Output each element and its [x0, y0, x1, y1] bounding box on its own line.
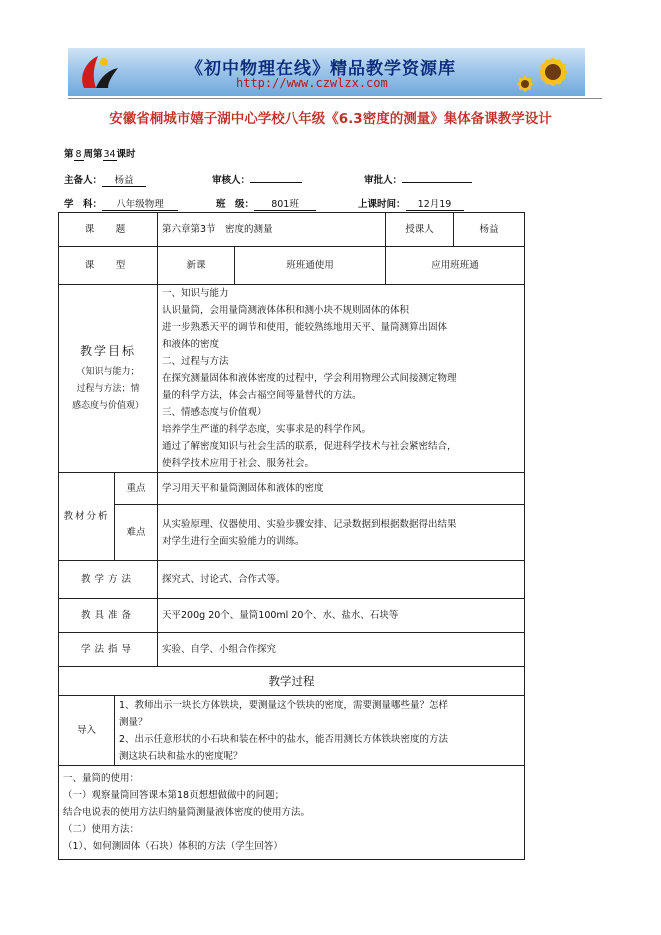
difficulty-label: 难点	[115, 505, 158, 561]
key-point-row	[59, 473, 525, 505]
objectives-content: 一、知识与能力 认识量筒，会用量筒测液体体积和测小块不规则固体的体积 进一步熟悉天平的调节和使用，能较熟练地用天平、量筒测算出固体 和液体的密度 二、过程与方法 在探究测量固体和液体密度的过程中，学会利用物理公式间接测定物理 量的科学方法，体会古福空间等量替代的方法。 三、情感态度与价值观） 培养学生严谨的科学态度，实事求是的科学作风。 通过了解密度知识与社会生活的联系，促进科学技术与社会紧密结合， 使科学技术应用于社会、服务社会。	[158, 285, 525, 473]
key-label: 重点	[115, 473, 158, 505]
guide-label: 学法指导	[59, 633, 158, 667]
type-value: 新课	[158, 247, 235, 285]
intro-label: 导入	[59, 696, 115, 766]
tools-row	[59, 599, 525, 633]
method-content: 探究式、讨论式、合作式等。	[158, 561, 525, 599]
objectives-label: 教学目标 （知识与能力； 过程与方法；情 感态度与价值观）	[59, 285, 158, 473]
process-label: 教学过程	[59, 667, 525, 696]
difficulty-content: 从实验原理、仪器使用、实验步骤安排、记录数据到根据数据得出结果 对学生进行全面实验能力的训练。	[158, 505, 525, 561]
header-rule	[68, 98, 602, 99]
difficulty-row	[59, 505, 525, 561]
intro-row	[59, 696, 525, 766]
approver-field: 审批人：	[364, 172, 472, 186]
host-field: 主备人： 杨益	[64, 172, 146, 187]
process-body-row	[59, 766, 525, 860]
type-row	[59, 247, 525, 285]
tools-content: 天平200g 20个、量筒100ml 20个、水、盐水、石块等	[158, 599, 525, 633]
topic-value: 第六章第3节 密度的测量	[158, 213, 386, 247]
header-banner	[68, 48, 585, 96]
key-content: 学习用天平和量筒测固体和液体的密度	[158, 473, 525, 505]
guide-content: 实验、自学、小组合作探究	[158, 633, 525, 667]
subject-field: 学 科： 八年级物理	[64, 196, 178, 211]
process-header-row	[59, 667, 525, 696]
type-label: 课 型	[59, 247, 158, 285]
teacher-label: 授课人	[386, 213, 454, 247]
banner-url[interactable]: http://www.czwlzx.com	[236, 76, 388, 90]
document-title: 安徽省桐城市嬉子湖中心学校八年级《6.3密度的测量》集体备课教学设计	[109, 111, 552, 127]
checker-field: 审核人：	[212, 172, 302, 186]
tools-label: 教具准备	[59, 599, 158, 633]
objectives-row	[59, 285, 525, 473]
date-field: 上课时间： 12月19	[358, 196, 464, 211]
analysis-label: 教材分析	[59, 473, 115, 561]
type-smartclass: 班班通使用	[235, 247, 386, 285]
process-content: 一、量筒的使用： （一）观察量筒回答课本第18页想想做做中的问题； 结合电说表的使用方法归纳量筒测量液体密度的使用方法。 （二）使用方法： （1）、如何测固体（石块）体积的方法（学生回答）	[59, 766, 525, 860]
method-row	[59, 561, 525, 599]
banner-title: 《初中物理在线》精品教学资源库	[186, 59, 456, 79]
logo-icon	[74, 52, 120, 92]
intro-content: 1、教师出示一块长方体铁块，要测量这个铁块的密度，需要测量哪些量？怎样 测量？ 2、出示任意形状的小石块和装在杯中的盐水，能否用测长方体铁块密度的方法 测这块石块和盐水的密度呢？	[115, 696, 525, 766]
guide-row	[59, 633, 525, 667]
lesson-plan-table	[58, 212, 525, 860]
method-label: 教学方法	[59, 561, 158, 599]
topic-row	[59, 213, 525, 247]
teacher-value: 杨益	[454, 213, 525, 247]
week-lesson-line: 第 8 周第34课时	[64, 149, 136, 160]
type-apply: 应用班班通	[386, 247, 525, 285]
sunflower-icon	[515, 50, 579, 96]
topic-label: 课 题	[59, 213, 158, 247]
class-field: 班 级： 801班	[216, 196, 316, 211]
